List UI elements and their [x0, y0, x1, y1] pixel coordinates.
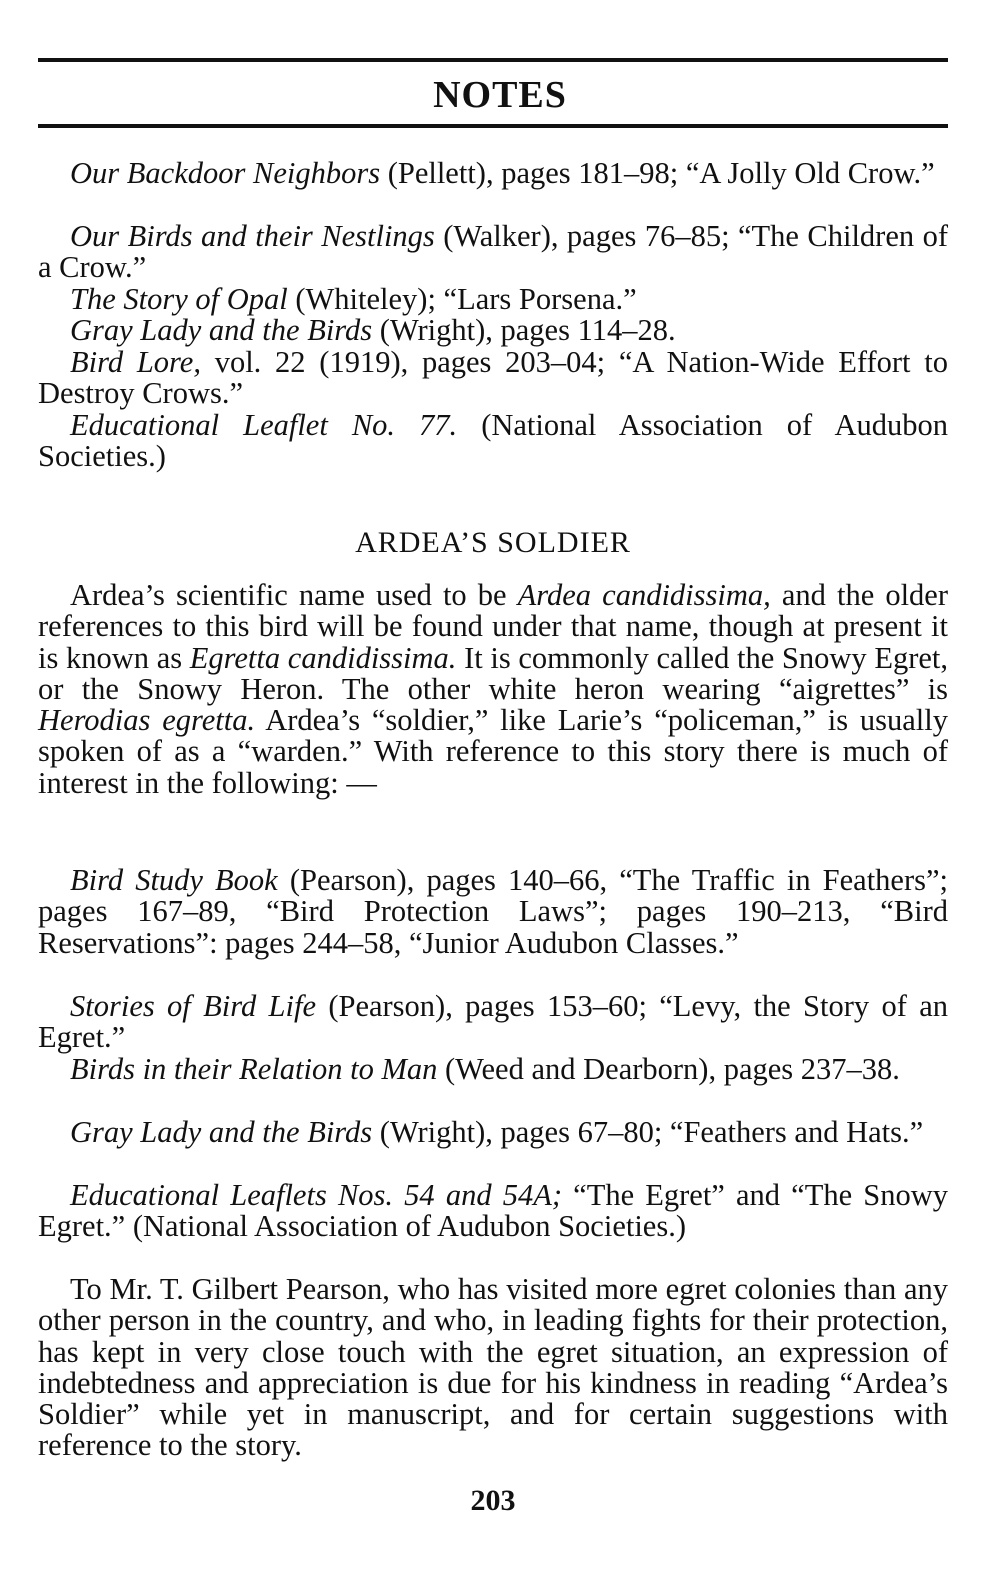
reference-entry — [38, 991, 948, 1054]
reference-details: (Pellett), pages 181–98; “A Jolly Old Crow.” — [380, 156, 935, 190]
scientific-name: Ardea candidissima, — [517, 578, 771, 612]
reference-details: (Wright), pages 114–28. — [372, 313, 676, 347]
reference-entry — [38, 1054, 948, 1085]
reference-details: (Walker), pages 76–85; “The Children of a Crow.” — [38, 219, 948, 285]
page-number: 203 — [470, 1484, 516, 1517]
text-run: It is commonly called the Snowy Egret, or the Snowy Heron. The other white heron wearing “aigrettes” is — [38, 640, 948, 706]
reference-title: Gray Lady and the Birds — [70, 313, 373, 347]
reference-entry — [38, 347, 948, 410]
reference-details: (Pearson), pages 140–66, “The Traffic in Feathers”; pages 167–89, “Bird Protection Laws”; pages 190–213, “Bird Reservations”: pages 244–58, “Junior Audubon Classes.” — [38, 863, 949, 960]
reference-details: (Wright), pages 67–80; “Feathers and Hats.” — [372, 1115, 924, 1149]
reference-title: Bird Lore, — [70, 345, 201, 379]
reference-title: Stories of Bird Life — [70, 989, 316, 1023]
scientific-name: Egretta candidissima. — [189, 640, 457, 675]
header-bottom-rule — [38, 124, 948, 128]
reference-title: Our Backdoor Neighbors — [70, 156, 381, 190]
page-title: NOTES — [433, 74, 567, 116]
reference-entry — [38, 1117, 948, 1148]
reference-entry — [38, 410, 948, 473]
reference-entry — [38, 158, 948, 189]
intro-paragraph — [38, 580, 948, 799]
reference-details: (National Association of Audubon Societies.) — [38, 408, 948, 474]
reference-entry — [38, 284, 948, 315]
reference-title: The Story of Opal — [70, 282, 288, 316]
scientific-name: Herodias egretta. — [38, 703, 256, 738]
reference-entry — [38, 315, 948, 346]
text-run: and the older references to this bird will be found under that name, though at present it is known as — [38, 578, 949, 675]
reference-entry — [38, 221, 948, 284]
header-top-rule — [38, 58, 948, 62]
reference-details: (Weed and Dearborn), pages 237–38. — [437, 1052, 900, 1086]
reference-entry — [38, 865, 948, 959]
reference-title: Gray Lady and the Birds — [70, 1115, 373, 1149]
reference-title: Bird Study Book — [70, 863, 278, 897]
section-heading: ARDEA’S SOLDIER — [355, 526, 631, 559]
reference-details: (Pearson), pages 153–60; “Levy, the Story of an Egret.” — [38, 989, 948, 1055]
reference-details: vol. 22 (1919), pages 203–04; “A Nation-Wide Effort to Destroy Crows.” — [38, 345, 948, 411]
reference-title: Our Birds and their Nestlings — [70, 219, 435, 253]
reference-details: (Whiteley); “Lars Porsena.” — [287, 282, 637, 316]
acknowledgment-paragraph: To Mr. T. Gilbert Pearson, who has visited more egret colonies than any other person in the country, and who, in leading fights for their protection, has kept in very close touch with the egret situation, an expression of indebtedness and appreciation is due for his kindness in reading “Ardea’s Soldier” while yet in manuscript, and for certain suggestions with reference to the story. — [38, 1272, 948, 1463]
text-run: Ardea’s “soldier,” like Larie’s “policeman,” is usually spoken of as a “warden.” With reference to this story there is much of interest in the following: — — [38, 703, 948, 800]
reference-title: Educational Leaflet No. 77. — [70, 408, 458, 442]
reference-title: Educational Leaflets Nos. 54 and 54A; — [70, 1178, 563, 1212]
reference-entry — [38, 1180, 948, 1243]
text-run: Ardea’s scientific name used to be — [70, 578, 518, 612]
reference-title: Birds in their Relation to Man — [70, 1052, 438, 1086]
reference-details: “The Egret” and “The Snowy Egret.” (National Association of Audubon Societies.) — [38, 1178, 948, 1244]
